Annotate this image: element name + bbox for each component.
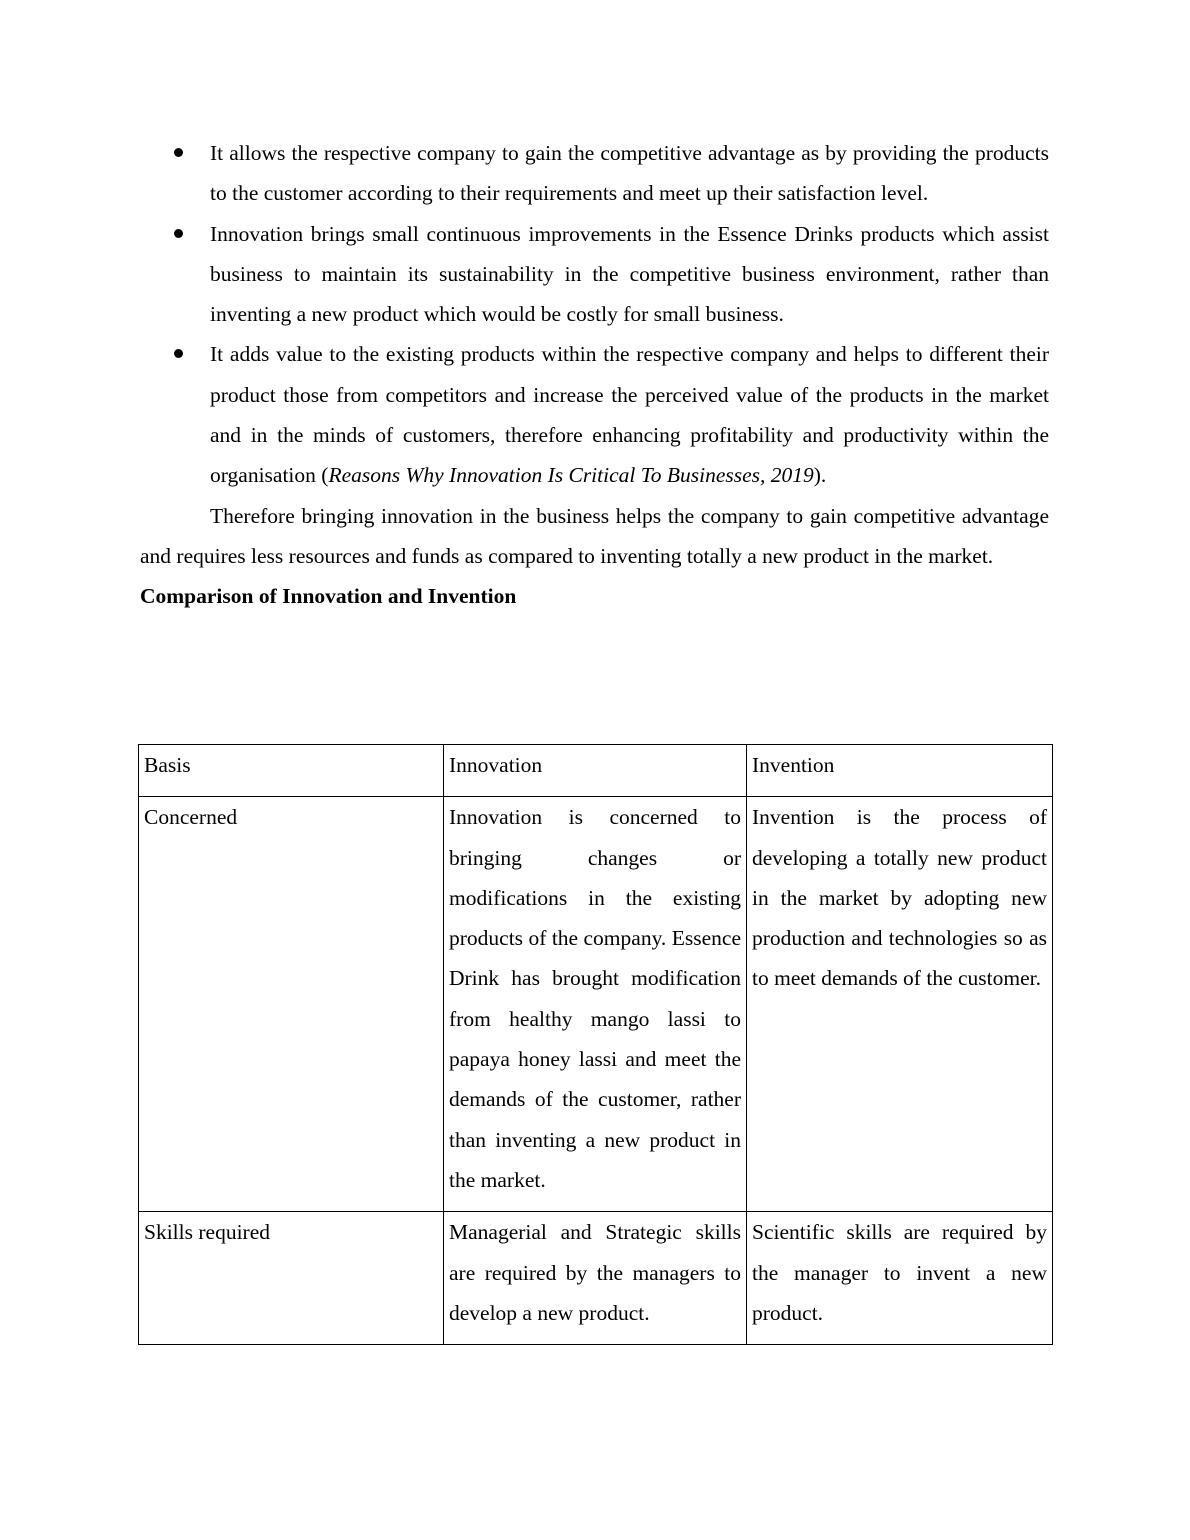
list-item-text: Innovation brings small continuous improvements in the Essence Drinks products which assist business to maintain its sustainability in the competitive business environment, rather than inventing a new product which would be costly for small business. <box>210 221 1049 327</box>
bullet-icon <box>174 349 183 358</box>
list-item-text: It adds value to the existing products within the respective company and helps to different their product those from competitors and increase the perceived value of the products in the market and in the minds of customers, therefore enhancing profitability and productivity within the organisation ( <box>210 342 1049 488</box>
table-header-row <box>139 745 1053 797</box>
table-row <box>139 797 1053 1212</box>
list-item <box>140 133 1049 214</box>
column-header-basis: Basis <box>139 745 444 797</box>
cell-basis: Skills required <box>139 1212 444 1345</box>
list-item <box>140 214 1049 335</box>
conclusion-paragraph: Therefore bringing innovation in the business helps the company to gain competitive advantage and requires less resources and funds as compared to inventing totally a new product in the market. <box>140 503 1049 568</box>
citation: Reasons Why Innovation Is Critical To Businesses, 2019 <box>328 463 814 488</box>
cell-invention: Scientific skills are required by the manager to invent a new product. <box>747 1212 1053 1345</box>
bullet-icon <box>174 229 183 238</box>
list-item-text: It allows the respective company to gain the competitive advantage as by providing the products to the customer according to their requirements and meet up their satisfaction level. <box>210 141 1049 206</box>
cell-invention: Invention is the process of developing a totally new product in the market by adopting new production and technologies so as to meet demands of the customer. <box>747 797 1053 1212</box>
citation-close: ). <box>813 463 827 488</box>
table-row <box>139 1212 1053 1345</box>
comparison-table <box>138 744 1053 1345</box>
cell-basis: Concerned <box>139 797 444 1212</box>
column-header-innovation: Innovation <box>444 745 747 797</box>
benefits-list <box>140 133 1049 496</box>
list-item <box>140 334 1049 495</box>
bullet-icon <box>174 148 183 157</box>
table-heading: Comparison of Innovation and Invention <box>140 584 517 609</box>
cell-innovation: Managerial and Strategic skills are required by the managers to develop a new product. <box>444 1212 747 1345</box>
document-body <box>140 133 1049 617</box>
column-header-invention: Invention <box>747 745 1053 797</box>
cell-innovation: Innovation is concerned to bringing changes or modifications in the existing products of the company. Essence Drink has brought modification from healthy mango lassi to papaya honey lassi and meet the demands of the customer, rather than inventing a new product in the market. <box>444 797 747 1212</box>
